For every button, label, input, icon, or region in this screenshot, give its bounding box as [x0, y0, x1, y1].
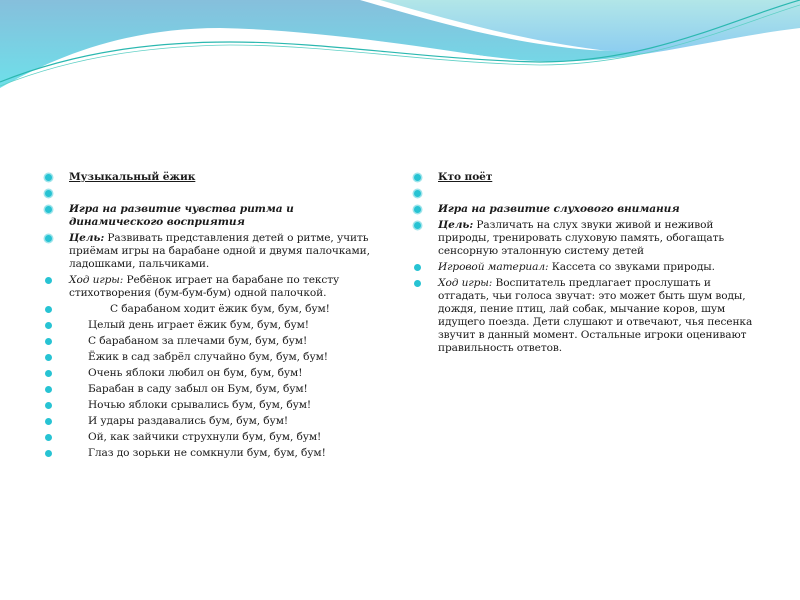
bullet-icon — [45, 206, 52, 213]
left-column-game-musical-hedgehog — [44, 171, 380, 463]
poem-line — [44, 367, 380, 380]
process-text: Воспитатель предлагает прослушать и отгадать, чьи голоса звучат: это может быть шум воды, дождя, пение птиц, лай собак, мычание коров, шум идущего поезда. Дети слушают и отвечают, чья песенка звучит в данный момент. Остальные игроки оценивают правильность ответов. — [438, 277, 753, 354]
process-text: Ребёнок играет на барабане по тексту стихотворения (бум-бум-бум) одной палочкой. — [69, 274, 340, 299]
bullet-icon — [414, 174, 421, 181]
list-item-empty — [44, 187, 380, 200]
bullet-icon — [414, 222, 421, 229]
goal-text: Развивать представления детей о ритме, учить приёмам игры на барабане одной и двумя палочками, ладошками, пальчиками. — [69, 232, 370, 270]
bullet-icon — [414, 280, 421, 287]
bullet-icon — [414, 264, 421, 271]
bullet-icon — [45, 434, 52, 441]
bullet-icon — [45, 418, 52, 425]
poem-line — [44, 319, 380, 332]
poem-text: Ой, как зайчики струхнули бум, бум, бум! — [88, 431, 322, 443]
poem-text: Ёжик в сад забрёл случайно бум, бум, бум! — [88, 351, 328, 363]
bullet-icon — [45, 354, 52, 361]
bullet-icon — [45, 190, 52, 197]
bullet-icon — [414, 190, 421, 197]
material-label: Игровой материал: — [438, 261, 549, 273]
bullet-icon — [45, 386, 52, 393]
list-item — [413, 261, 758, 274]
poem-line — [44, 383, 380, 396]
list-item — [413, 203, 758, 216]
bullet-icon — [414, 206, 421, 213]
poem-text: Барабан в саду забыл он Бум, бум, бум! — [88, 383, 308, 395]
bullet-icon — [45, 235, 52, 242]
bullet-icon — [45, 306, 52, 313]
poem-line — [44, 415, 380, 428]
poem-line — [44, 335, 380, 348]
list-item — [413, 219, 758, 258]
process-label: Ход игры: — [69, 274, 124, 286]
poem-line — [44, 351, 380, 364]
list-item — [44, 232, 380, 271]
bullet-icon — [45, 322, 52, 329]
list-item — [44, 203, 380, 229]
poem-line — [44, 399, 380, 412]
bullet-icon — [45, 370, 52, 377]
goal-label: Цель: — [438, 219, 474, 231]
material-text: Кассета со звуками природы. — [548, 261, 715, 273]
bullet-icon — [45, 338, 52, 345]
goal-text: Различать на слух звуки живой и неживой природы, тренировать слуховую память, обогащать сенсорную эталонную систему детей — [438, 219, 725, 257]
poem-line — [44, 303, 380, 316]
goal-label: Цель: — [69, 232, 105, 244]
game-subtitle: Игра на развитие слухового внимания — [438, 203, 680, 215]
game-title: Кто поёт — [438, 171, 493, 183]
list-item — [44, 274, 380, 300]
poem-text: Целый день играет ёжик бум, бум, бум! — [88, 319, 309, 331]
list-item — [44, 171, 380, 184]
poem-text: С барабаном за плечами бум, бум, бум! — [88, 335, 308, 347]
game-subtitle: Игра на развитие чувства ритма и динамического восприятия — [69, 203, 294, 228]
poem-text: Очень яблоки любил он бум, бум, бум! — [88, 367, 303, 379]
poem-text: Глаз до зорьки не сомкнули бум, бум, бум! — [88, 447, 326, 459]
bullet-icon — [45, 277, 52, 284]
bullet-icon — [45, 174, 52, 181]
bullet-icon — [45, 402, 52, 409]
list-item-empty — [413, 187, 758, 200]
poem-text: С барабаном ходит ёжик бум, бум, бум! — [110, 303, 330, 315]
right-column-game-who-sings — [413, 171, 758, 358]
process-label: Ход игры: — [438, 277, 493, 289]
list-item — [413, 171, 758, 184]
poem-text: И удары раздавались бум, бум, бум! — [88, 415, 288, 427]
game-title: Музыкальный ёжик — [69, 171, 196, 183]
list-item — [413, 277, 758, 355]
poem-line — [44, 431, 380, 444]
poem-line — [44, 447, 380, 460]
bullet-icon — [45, 450, 52, 457]
poem-text: Ночью яблоки срывались бум, бум, бум! — [88, 399, 312, 411]
